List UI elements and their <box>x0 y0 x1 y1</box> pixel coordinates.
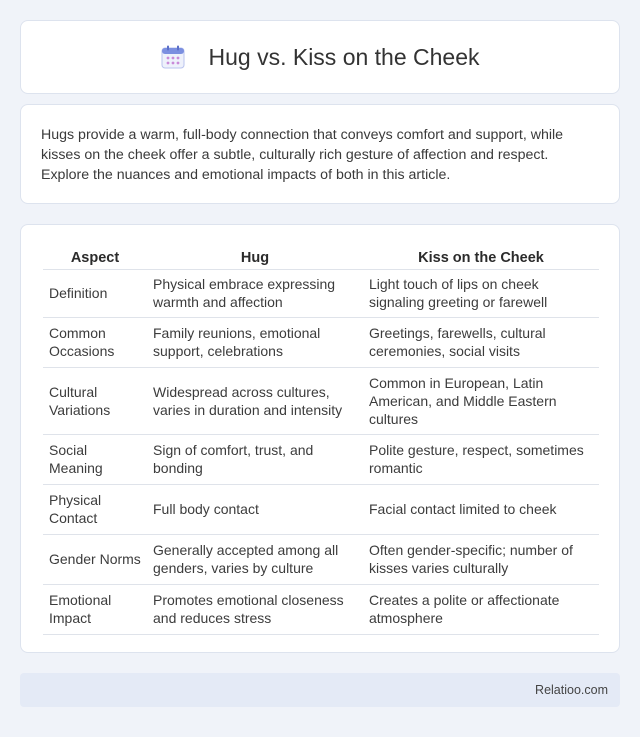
header-hug: Hug <box>147 243 363 269</box>
cell-aspect: Social Meaning <box>43 434 147 484</box>
header-kiss: Kiss on the Cheek <box>363 243 599 269</box>
cell-hug: Promotes emotional closeness and reduces stress <box>147 584 363 634</box>
cell-kiss: Often gender-specific; number of kisses varies culturally <box>363 534 599 584</box>
cell-kiss: Greetings, farewells, cultural ceremonies, social visits <box>363 317 599 367</box>
cell-kiss: Common in European, Latin American, and Middle Eastern cultures <box>363 367 599 434</box>
cell-hug: Full body contact <box>147 484 363 534</box>
cell-aspect: Common Occasions <box>43 317 147 367</box>
cell-kiss: Light touch of lips on cheek signaling greeting or farewell <box>363 269 599 317</box>
footer-brand[interactable]: Relatioo.com <box>535 683 608 697</box>
table-row <box>43 367 599 434</box>
table-row <box>43 484 599 534</box>
intro-text: Hugs provide a warm, full-body connection that conveys comfort and support, while kisses on the cheek offer a subtle, culturally rich gesture of affection and respect. Explore the nuances and emotional impacts of both in this article. <box>41 127 564 183</box>
table-row <box>43 584 599 634</box>
cell-aspect: Emotional Impact <box>43 584 147 634</box>
cell-hug: Widespread across cultures, varies in duration and intensity <box>147 367 363 434</box>
cell-hug: Physical embrace expressing warmth and affection <box>147 269 363 317</box>
cell-aspect: Definition <box>43 269 147 317</box>
comparison-card <box>20 224 620 653</box>
table-row <box>43 534 599 584</box>
title-card <box>20 20 620 94</box>
cell-hug: Generally accepted among all genders, varies by culture <box>147 534 363 584</box>
table-row <box>43 269 599 317</box>
header-aspect: Aspect <box>43 243 147 269</box>
table-row <box>43 317 599 367</box>
cell-hug: Family reunions, emotional support, celebrations <box>147 317 363 367</box>
cell-kiss: Creates a polite or affectionate atmosphere <box>363 584 599 634</box>
table-row <box>43 434 599 484</box>
calendar-icon <box>160 44 186 70</box>
cell-kiss: Polite gesture, respect, sometimes romantic <box>363 434 599 484</box>
cell-aspect: Physical Contact <box>43 484 147 534</box>
cell-kiss: Facial contact limited to cheek <box>363 484 599 534</box>
cell-hug: Sign of comfort, trust, and bonding <box>147 434 363 484</box>
table-header-row <box>43 243 599 269</box>
cell-aspect: Gender Norms <box>43 534 147 584</box>
page-title: Hug vs. Kiss on the Cheek <box>208 43 480 70</box>
footer <box>20 673 620 707</box>
comparison-table <box>43 243 599 635</box>
cell-aspect: Cultural Variations <box>43 367 147 434</box>
intro-card <box>20 104 620 204</box>
